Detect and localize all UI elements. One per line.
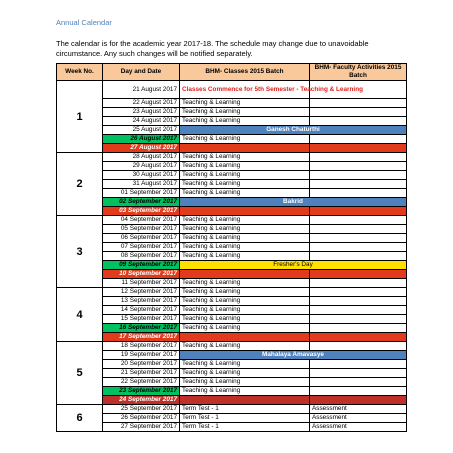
date-cell: 25 September 2017 bbox=[103, 405, 180, 414]
header-classes: BHM- Classes 2015 Batch bbox=[180, 64, 310, 81]
classes-cell: Teaching & Learning bbox=[180, 252, 310, 261]
classes-cell: Teaching & Learning bbox=[180, 135, 310, 144]
faculty-cell bbox=[310, 189, 407, 198]
holiday-cell: Ganesh Chaturthi bbox=[180, 126, 407, 135]
date-cell: 13 September 2017 bbox=[103, 297, 180, 306]
header-week: Week No. bbox=[57, 64, 103, 81]
classes-cell: Teaching & Learning bbox=[180, 117, 310, 126]
table-row bbox=[57, 414, 407, 423]
table-row bbox=[57, 225, 407, 234]
table-row bbox=[57, 378, 407, 387]
classes-cell: Term Test - 1 bbox=[180, 414, 310, 423]
date-cell: 16 September 2017 bbox=[103, 324, 180, 333]
classes-cell: Teaching & Learning bbox=[180, 108, 310, 117]
date-cell: 29 August 2017 bbox=[103, 162, 180, 171]
date-cell: 27 September 2017 bbox=[103, 423, 180, 432]
faculty-cell bbox=[310, 378, 407, 387]
table-row bbox=[57, 405, 407, 414]
date-cell: 31 August 2017 bbox=[103, 180, 180, 189]
table-header-row bbox=[57, 64, 407, 81]
date-cell: 04 September 2017 bbox=[103, 216, 180, 225]
faculty-cell bbox=[310, 315, 407, 324]
table-row bbox=[57, 288, 407, 297]
classes-cell: Teaching & Learning bbox=[180, 189, 310, 198]
faculty-cell: Assessment bbox=[310, 423, 407, 432]
classes-cell: Teaching & Learning bbox=[180, 315, 310, 324]
holiday-cell: Bakrid bbox=[180, 198, 407, 207]
faculty-cell bbox=[310, 108, 407, 117]
table-row bbox=[57, 396, 407, 405]
date-cell: 02 September 2017 bbox=[103, 198, 180, 207]
week-number: 2 bbox=[57, 153, 103, 216]
holiday-cell: Fresher's Day bbox=[180, 261, 407, 270]
date-cell: 20 September 2017 bbox=[103, 360, 180, 369]
intro-paragraph: The calendar is for the academic year 2017-18. The schedule may change due to unavoidable circumstance. Any such changes will be notified separately. bbox=[56, 39, 369, 58]
date-cell: 30 August 2017 bbox=[103, 171, 180, 180]
date-cell: 11 September 2017 bbox=[103, 279, 180, 288]
classes-cell bbox=[180, 207, 310, 216]
faculty-cell bbox=[310, 117, 407, 126]
classes-cell: Teaching & Learning bbox=[180, 360, 310, 369]
table-row bbox=[57, 117, 407, 126]
faculty-cell: Assessment bbox=[310, 405, 407, 414]
date-cell: 17 September 2017 bbox=[103, 333, 180, 342]
classes-cell bbox=[180, 333, 310, 342]
date-cell: 08 September 2017 bbox=[103, 252, 180, 261]
faculty-cell bbox=[310, 306, 407, 315]
table-row bbox=[57, 360, 407, 369]
classes-cell bbox=[180, 270, 310, 279]
date-cell: 24 September 2017 bbox=[103, 396, 180, 405]
table-row bbox=[57, 243, 407, 252]
classes-cell: Teaching & Learning bbox=[180, 279, 310, 288]
date-cell: 03 September 2017 bbox=[103, 207, 180, 216]
table-row bbox=[57, 99, 407, 108]
classes-cell: Teaching & Learning bbox=[180, 297, 310, 306]
classes-cell: Teaching & Learning bbox=[180, 234, 310, 243]
classes-cell: Teaching & Learning bbox=[180, 369, 310, 378]
table-row bbox=[57, 180, 407, 189]
table-row bbox=[57, 153, 407, 162]
faculty-cell bbox=[310, 135, 407, 144]
table-row bbox=[57, 189, 407, 198]
faculty-cell bbox=[310, 297, 407, 306]
table-row bbox=[57, 315, 407, 324]
classes-cell: Teaching & Learning bbox=[180, 180, 310, 189]
date-cell: 28 August 2017 bbox=[103, 153, 180, 162]
faculty-cell bbox=[310, 360, 407, 369]
holiday-cell: Mahalaya Amavasye bbox=[180, 351, 407, 360]
table-row bbox=[57, 234, 407, 243]
date-cell: 22 September 2017 bbox=[103, 378, 180, 387]
faculty-cell bbox=[310, 153, 407, 162]
date-cell: 26 September 2017 bbox=[103, 414, 180, 423]
week-number: 5 bbox=[57, 342, 103, 405]
classes-cell: Teaching & Learning bbox=[180, 342, 310, 351]
table-row bbox=[57, 261, 407, 270]
faculty-cell bbox=[310, 99, 407, 108]
date-cell: 09 September 2017 bbox=[103, 261, 180, 270]
date-cell: 25 August 2017 bbox=[103, 126, 180, 135]
date-cell: 24 August 2017 bbox=[103, 117, 180, 126]
classes-cell: Term Test - 1 bbox=[180, 423, 310, 432]
table-row bbox=[57, 306, 407, 315]
faculty-cell bbox=[310, 288, 407, 297]
date-cell: 19 September 2017 bbox=[103, 351, 180, 360]
header-date: Day and Date bbox=[103, 64, 180, 81]
date-cell: 27 August 2017 bbox=[103, 144, 180, 153]
classes-cell: Teaching & Learning bbox=[180, 225, 310, 234]
faculty-cell bbox=[310, 225, 407, 234]
table-row bbox=[57, 342, 407, 351]
faculty-cell bbox=[310, 396, 407, 405]
date-cell: 15 September 2017 bbox=[103, 315, 180, 324]
table-row bbox=[57, 333, 407, 342]
date-cell: 22 August 2017 bbox=[103, 99, 180, 108]
faculty-cell bbox=[310, 342, 407, 351]
faculty-cell bbox=[310, 324, 407, 333]
classes-cell: Classes Commence for 5th Semester - Teaching & Learning bbox=[180, 81, 310, 99]
week-number: 1 bbox=[57, 81, 103, 153]
faculty-cell bbox=[310, 243, 407, 252]
table-row bbox=[57, 135, 407, 144]
faculty-cell bbox=[310, 144, 407, 153]
classes-cell: Term Test - 1 bbox=[180, 405, 310, 414]
table-row bbox=[57, 423, 407, 432]
table-row bbox=[57, 162, 407, 171]
week-number: 3 bbox=[57, 216, 103, 288]
week-number: 4 bbox=[57, 288, 103, 342]
faculty-cell bbox=[310, 162, 407, 171]
date-cell: 10 September 2017 bbox=[103, 270, 180, 279]
faculty-cell bbox=[310, 171, 407, 180]
table-row bbox=[57, 171, 407, 180]
classes-cell: Teaching & Learning bbox=[180, 99, 310, 108]
faculty-cell bbox=[310, 333, 407, 342]
date-cell: 07 September 2017 bbox=[103, 243, 180, 252]
faculty-cell bbox=[310, 270, 407, 279]
table-row bbox=[57, 198, 407, 207]
table-row bbox=[57, 144, 407, 153]
classes-cell bbox=[180, 144, 310, 153]
header-faculty: BHM- Faculty Activities 2015 Batch bbox=[310, 64, 407, 81]
faculty-cell bbox=[310, 207, 407, 216]
date-cell: 01 September 2017 bbox=[103, 189, 180, 198]
classes-cell: Teaching & Learning bbox=[180, 153, 310, 162]
faculty-cell bbox=[310, 279, 407, 288]
date-cell: 21 August 2017 bbox=[103, 81, 180, 99]
faculty-cell bbox=[310, 180, 407, 189]
classes-cell: Teaching & Learning bbox=[180, 216, 310, 225]
calendar-table bbox=[56, 63, 407, 432]
table-row bbox=[57, 207, 407, 216]
faculty-cell bbox=[310, 387, 407, 396]
classes-cell bbox=[180, 396, 310, 405]
table-row bbox=[57, 324, 407, 333]
classes-cell: Teaching & Learning bbox=[180, 243, 310, 252]
date-cell: 23 August 2017 bbox=[103, 108, 180, 117]
table-row bbox=[57, 252, 407, 261]
table-row bbox=[57, 81, 407, 99]
classes-cell: Teaching & Learning bbox=[180, 171, 310, 180]
classes-cell: Teaching & Learning bbox=[180, 387, 310, 396]
faculty-cell: Assessment bbox=[310, 414, 407, 423]
table-row bbox=[57, 270, 407, 279]
classes-cell: Teaching & Learning bbox=[180, 288, 310, 297]
table-row bbox=[57, 351, 407, 360]
classes-cell: Teaching & Learning bbox=[180, 162, 310, 171]
table-row bbox=[57, 108, 407, 117]
date-cell: 05 September 2017 bbox=[103, 225, 180, 234]
date-cell: 26 August 2017 bbox=[103, 135, 180, 144]
table-row bbox=[57, 126, 407, 135]
faculty-cell bbox=[310, 216, 407, 225]
classes-cell: Teaching & Learning bbox=[180, 378, 310, 387]
table-row bbox=[57, 297, 407, 306]
table-row bbox=[57, 279, 407, 288]
date-cell: 06 September 2017 bbox=[103, 234, 180, 243]
date-cell: 23 September 2017 bbox=[103, 387, 180, 396]
faculty-cell bbox=[310, 234, 407, 243]
table-row bbox=[57, 216, 407, 225]
faculty-cell bbox=[310, 252, 407, 261]
document-title: Annual Calendar bbox=[56, 18, 112, 27]
table-row bbox=[57, 369, 407, 378]
table-row bbox=[57, 387, 407, 396]
classes-cell: Teaching & Learning bbox=[180, 306, 310, 315]
classes-cell: Teaching & Learning bbox=[180, 324, 310, 333]
faculty-cell bbox=[310, 369, 407, 378]
week-number: 6 bbox=[57, 405, 103, 432]
date-cell: 21 September 2017 bbox=[103, 369, 180, 378]
date-cell: 14 September 2017 bbox=[103, 306, 180, 315]
date-cell: 18 September 2017 bbox=[103, 342, 180, 351]
date-cell: 12 September 2017 bbox=[103, 288, 180, 297]
